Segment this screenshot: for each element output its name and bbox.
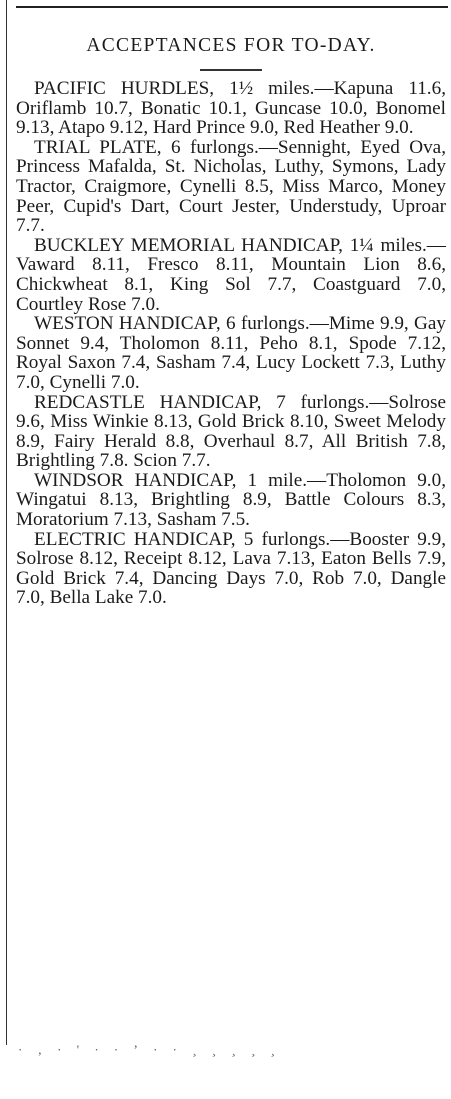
race-entry-windsor-handicap: WINDSOR HANDICAP, 1 mile.—Tholomon 9.0, Wingatui 8.13, Brightling 8.9, Battle Colours 8.3, Moratorium 7.13, Sasham 7.5.	[16, 469, 446, 531]
top-column-rule	[16, 0, 448, 8]
race-entry-buckley-memorial-handicap: BUCKLEY MEMORIAL HANDICAP, 1¼ miles.— Vaward 8.11, Fresco 8.11, Mountain Lion 8.6, Chickwheat 8.1, King Sol 7.7, Coastguard 7.0, Courtley Rose 7.0.	[16, 234, 446, 315]
heading-divider	[200, 69, 262, 71]
left-column-rule	[6, 0, 7, 1045]
race-entry-redcastle-handicap: REDCASTLE HANDICAP, 7 furlongs.—Solrose 9.6, Miss Winkie 8.13, Gold Brick 8.10, Sweet Melody 8.9, Fairy Herald 8.8, Overhaul 8.7, All British 7.8, Brightling 7.8. Scion 7.7.	[16, 391, 446, 472]
article-heading: ACCEPTANCES FOR TO-DAY.	[86, 35, 376, 56]
print-smudge-decoration: · ‚ · ' · · ʼ · · ¸ ¸ ¸ ¸ ¸	[18, 1042, 281, 1057]
race-entry-pacific-hurdles: PACIFIC HURDLES, 1½ miles.—Kapuna 11.6, Oriflamb 10.7, Bonatic 10.1, Guncase 10.0, Bonomel 9.13, Atapo 9.12, Hard Prince 9.0, Red Heather 9.0.	[16, 78, 446, 139]
race-entry-trial-plate: TRIAL PLATE, 6 furlongs.—Sennight, Eyed Ova, Princess Mafalda, St. Nicholas, Luthy, Symons, Lady Tractor, Craigmore, Cynelli 8.5, Miss Marco, Money Peer, Cupid's Dart, Court Jester, Understudy, Uproar 7.7.	[16, 136, 446, 237]
news-column	[16, 33, 446, 608]
race-entry-weston-handicap: WESTON HANDICAP, 6 furlongs.—Mime 9.9, Gay Sonnet 9.4, Tholomon 8.11, Peho 8.1, Spode 7.12, Royal Saxon 7.4, Sasham 7.4, Lucy Lockett 7.3, Luthy 7.0, Cynelli 7.0.	[16, 313, 446, 393]
race-entry-electric-handicap: ELECTRIC HANDICAP, 5 furlongs.—Booster 9.9, Solrose 8.12, Receipt 8.12, Lava 7.13, Eaton Bells 7.9, Gold Brick 7.4, Dancing Days 7.0, Rob 7.0, Dangle 7.0, Bella Lake 7.0.	[16, 528, 446, 609]
